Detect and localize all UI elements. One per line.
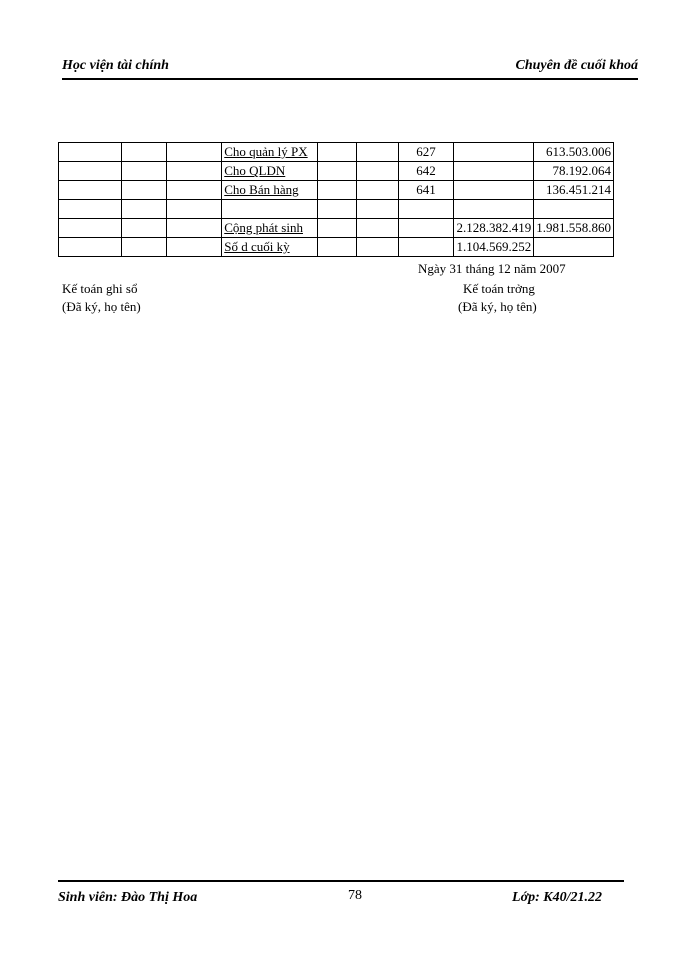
cell-col6 xyxy=(357,162,398,181)
cell-col5 xyxy=(318,219,357,238)
cell-description: Cho QLDN xyxy=(222,162,318,181)
cell-description: Cộng phát sinh xyxy=(222,219,318,238)
ledger-table xyxy=(58,142,614,257)
cell-col1 xyxy=(59,181,122,200)
cell-col3 xyxy=(167,219,222,238)
cell-account xyxy=(398,200,453,219)
cell-credit: 78.192.064 xyxy=(534,162,614,181)
footer-student: Sinh viên: Đào Thị Hoa xyxy=(58,890,198,905)
cell-col3 xyxy=(167,143,222,162)
cell-debit xyxy=(454,143,534,162)
cell-col1 xyxy=(59,143,122,162)
table-row xyxy=(59,219,614,238)
page-footer xyxy=(58,880,624,906)
cell-col3 xyxy=(167,181,222,200)
bookkeeper-title: Kế toán ghi sổ xyxy=(62,281,138,296)
cell-credit: 613.503.006 xyxy=(534,143,614,162)
cell-col1 xyxy=(59,200,122,219)
cell-account: 627 xyxy=(398,143,453,162)
cell-col2 xyxy=(121,181,166,200)
table-row xyxy=(59,162,614,181)
signature-date: Ngày 31 tháng 12 năm 2007 xyxy=(418,261,566,276)
cell-col2 xyxy=(121,143,166,162)
cell-col5 xyxy=(318,238,357,257)
cell-col5 xyxy=(318,181,357,200)
cell-col2 xyxy=(121,238,166,257)
cell-credit: 136.451.214 xyxy=(534,181,614,200)
table-row xyxy=(59,200,614,219)
cell-description: Cho Bán hàng xyxy=(222,181,318,200)
cell-col6 xyxy=(357,238,398,257)
cell-debit: 1.104.569.252 xyxy=(454,238,534,257)
cell-col6 xyxy=(357,143,398,162)
cell-account: 642 xyxy=(398,162,453,181)
cell-debit xyxy=(454,200,534,219)
chief-accountant-title: Kế toán trởng xyxy=(463,281,535,296)
bookkeeper-sign-note: (Đã ký, họ tên) xyxy=(62,299,141,314)
cell-description: Cho quản lý PX xyxy=(222,143,318,162)
table-row xyxy=(59,181,614,200)
cell-col3 xyxy=(167,238,222,257)
cell-col2 xyxy=(121,219,166,238)
cell-col2 xyxy=(121,162,166,181)
chief-accountant-sign-note: (Đã ký, họ tên) xyxy=(458,299,537,314)
footer-class: Lớp: K40/21.22 xyxy=(512,890,602,905)
cell-description: Số d cuối kỳ xyxy=(222,238,318,257)
cell-col1 xyxy=(59,238,122,257)
cell-col2 xyxy=(121,200,166,219)
cell-col6 xyxy=(357,200,398,219)
header-institution: Học viện tài chính xyxy=(62,58,169,73)
cell-col6 xyxy=(357,219,398,238)
cell-credit xyxy=(534,200,614,219)
header-document-type: Chuyên đề cuối khoá xyxy=(515,58,638,73)
table-row xyxy=(59,238,614,257)
cell-debit: 2.128.382.419 xyxy=(454,219,534,238)
cell-debit xyxy=(454,162,534,181)
cell-description xyxy=(222,200,318,219)
cell-account xyxy=(398,238,453,257)
cell-account xyxy=(398,219,453,238)
cell-col5 xyxy=(318,162,357,181)
cell-col6 xyxy=(357,181,398,200)
page-header xyxy=(62,56,638,80)
cell-col5 xyxy=(318,143,357,162)
cell-credit: 1.981.558.860 xyxy=(534,219,614,238)
cell-debit xyxy=(454,181,534,200)
cell-col1 xyxy=(59,162,122,181)
page-number: 78 xyxy=(348,888,362,903)
cell-account: 641 xyxy=(398,181,453,200)
cell-col5 xyxy=(318,200,357,219)
table-row xyxy=(59,143,614,162)
cell-col3 xyxy=(167,200,222,219)
cell-col3 xyxy=(167,162,222,181)
cell-credit xyxy=(534,238,614,257)
cell-col1 xyxy=(59,219,122,238)
